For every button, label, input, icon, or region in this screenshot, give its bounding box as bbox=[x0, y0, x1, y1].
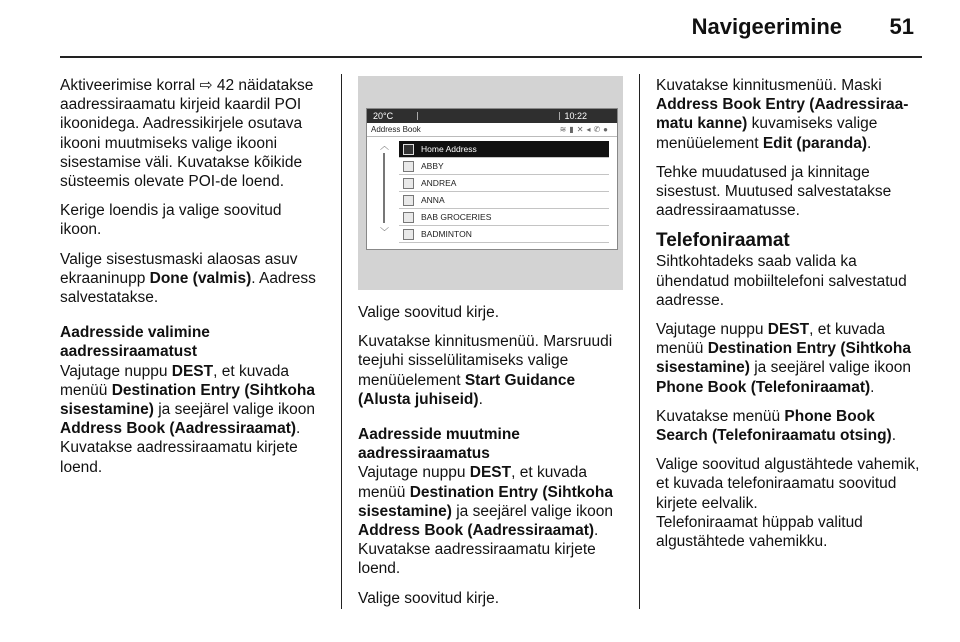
header-rule bbox=[60, 56, 922, 58]
paragraph: Kuvatakse kinnitusmenüü. Maski Address Book Entry (Aadressiraa- matu kanne) kuvamiseks valige menüüelement Edit (paranda). bbox=[656, 77, 909, 152]
paragraph: Kuvatakse aadressiraamatu kirjete loend. bbox=[358, 541, 596, 578]
status-icons bbox=[560, 123, 611, 136]
address-book-list bbox=[399, 141, 609, 243]
contact-icon bbox=[403, 178, 414, 189]
wifi-icon: ≋ bbox=[559, 125, 570, 134]
infotainment-screen bbox=[366, 108, 618, 250]
paragraph: Telefoniraamat hüppab valitud algustähtede vahemikku. bbox=[656, 513, 863, 551]
screen-title-bar bbox=[367, 123, 617, 137]
screen-top-bar bbox=[367, 109, 617, 123]
phone-icon: ✆ bbox=[593, 125, 604, 134]
list-item[interactable]: Home Address bbox=[399, 141, 609, 158]
paragraph: Valige soovitud kirje. bbox=[358, 304, 500, 321]
paragraph: Valige soovitud kirje. bbox=[358, 589, 500, 607]
list-item[interactable]: ABBY bbox=[399, 158, 609, 175]
column-2 bbox=[358, 303, 628, 618]
screen-title: Address Book bbox=[371, 125, 421, 134]
page-reference-icon: ⇨ bbox=[199, 77, 213, 94]
paragraph: Aktiveerimise korral ⇨ 42 näidatakse aadressiraamatu kirjeid kaardil POI ikoonidega. Aadressikirjele osutava ikooni muutmiseks valige ikooni sisestamise väli. Kuvatakse kõikide süsteemis olevate POI-de loend. bbox=[60, 77, 314, 191]
contact-icon bbox=[403, 161, 414, 172]
paragraph: Sihtkohtadeks saab valida ka ühendatud mobiiltelefoni salvestatud aadresse. bbox=[656, 253, 907, 309]
address-book-screenshot bbox=[358, 76, 623, 290]
volume-icon: ◂ bbox=[586, 125, 594, 134]
section-heading: Aadresside muutmine aadressiraamatus bbox=[358, 426, 520, 463]
section-heading: Aadresside valimine aadressiraamatust bbox=[60, 324, 210, 361]
column-divider-1 bbox=[341, 74, 342, 609]
paragraph: Kuvatakse aadressiraamatu kirjete loend. bbox=[60, 439, 298, 476]
mute-icon: ✕ bbox=[576, 125, 587, 134]
contact-icon bbox=[403, 195, 414, 206]
settings-icon: ● bbox=[603, 125, 611, 134]
shop-icon bbox=[403, 212, 414, 223]
scrollbar[interactable] bbox=[383, 153, 385, 223]
signal-icon: ▮ bbox=[569, 125, 577, 134]
section-title: Telefoniraamat bbox=[656, 230, 790, 252]
scroll-down-icon[interactable]: ﹀ bbox=[380, 227, 390, 237]
paragraph: Vajutage nuppu DEST, et kuvada menüü Destination Entry (Sihtkoha sisestamine) ja seejärel valige ikoon Phone Book (Telefoniraamat). bbox=[656, 321, 912, 396]
paragraph: Valige soovitud algustähtede vahemik, et kuvada telefoniraamatu soovitud kirjete eelvalik. bbox=[656, 456, 920, 512]
clock-readout: 10:22 bbox=[564, 111, 587, 121]
list-item[interactable]: BAB GROCERIES bbox=[399, 209, 609, 226]
column-1 bbox=[60, 76, 326, 487]
home-icon bbox=[403, 144, 414, 155]
paragraph: Valige sisestusmaski alaosas asuv ekraaninupp Done (valmis). Aadress salvestatakse. bbox=[60, 250, 316, 307]
paragraph: Kuvatakse menüü Phone Book Search (Telefoniraamatu otsing). bbox=[656, 407, 897, 445]
divider bbox=[559, 112, 560, 120]
column-3 bbox=[656, 76, 926, 561]
list-item[interactable]: ANDREA bbox=[399, 175, 609, 192]
contact-icon bbox=[403, 229, 414, 240]
scroll-up-icon[interactable]: ︿ bbox=[380, 141, 390, 151]
paragraph: Kerige loendis ja valige soovitud ikoon. bbox=[60, 202, 282, 239]
temperature-readout: 20°C bbox=[373, 111, 394, 121]
paragraph: Tehke muudatused ja kinnitage sisestust. Muutused salvestatakse aadressiraamatusse. bbox=[656, 163, 892, 220]
paragraph: Kuvatakse kinnitusmenüü. Marsruudi teejuhi sisselülitamiseks valige menüüelement Start Guidance (Alusta juhiseid). bbox=[358, 333, 613, 408]
header-title: Navigeerimine bbox=[691, 14, 842, 39]
list-item[interactable]: ANNA bbox=[399, 192, 609, 209]
paragraph: Vajutage nuppu DEST, et kuvada menüü Destination Entry (Sihtkoha sisestamine) ja seejärel valige ikoon Address Book (Aadressiraamat). bbox=[60, 362, 316, 438]
page-number: 51 bbox=[889, 14, 914, 39]
column-divider-2 bbox=[639, 74, 640, 609]
divider bbox=[417, 112, 418, 120]
list-item[interactable]: BADMINTON bbox=[399, 226, 609, 243]
paragraph: Vajutage nuppu DEST, et kuvada menüü Destination Entry (Sihtkoha sisestamine) ja seejärel valige ikoon Address Book (Aadressiraamat). bbox=[358, 464, 614, 540]
